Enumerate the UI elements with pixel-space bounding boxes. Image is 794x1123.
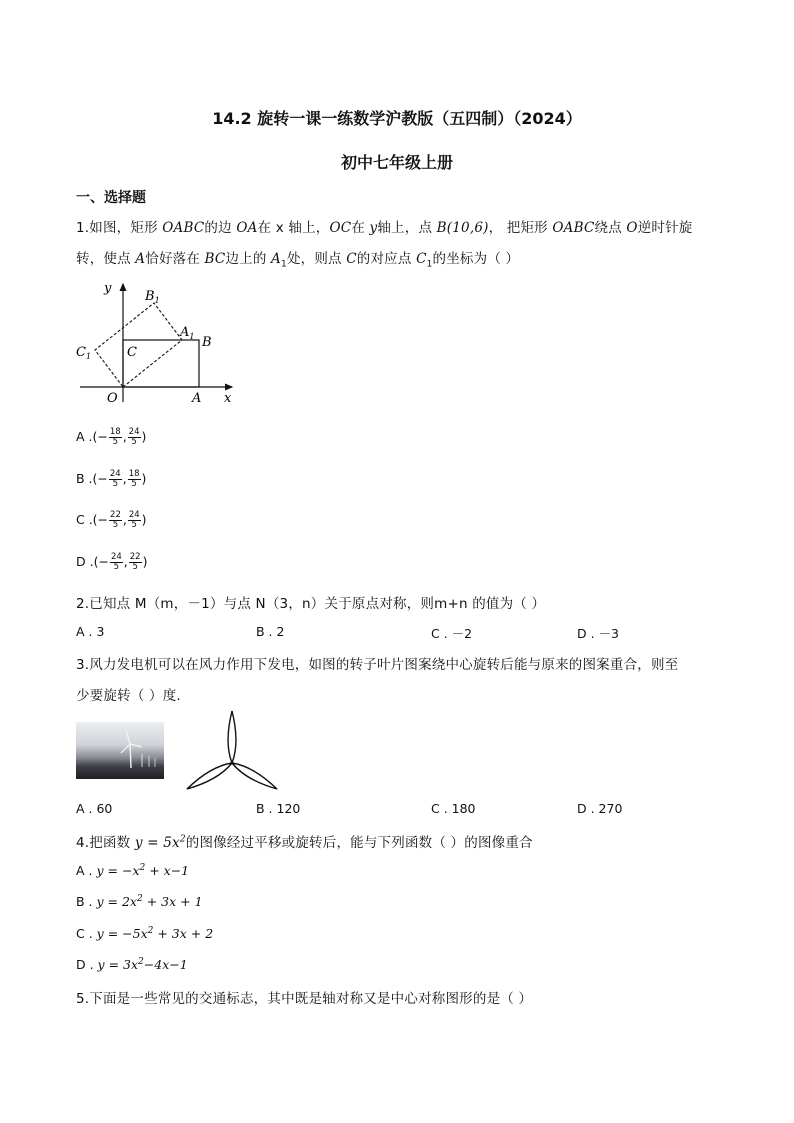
question-5-text: 5.下面是一些常见的交通标志，其中既是轴对称又是中心对称图形的是（ ） (76, 991, 533, 1007)
q2-option-b[interactable]: B . 2 (256, 624, 285, 639)
rotated-rectangle (95, 303, 182, 387)
q1-option-b[interactable]: B .(− $\frac{24}{5}$ , $\frac{18}{5}$ ) (76, 469, 147, 489)
q4-option-b[interactable]: B . $y = 2x^2 + 3x + 1$ (76, 894, 203, 910)
label-b1: $B_1$ (145, 289, 160, 305)
question-3-line-1: 3.风力发电机可以在风力作用下发电，如图的转子叶片图案绕中心旋转后能与原来的图案重合，则至 (76, 657, 679, 673)
q4-option-d[interactable]: D . $y = 3x^2-4x-1$ (76, 957, 188, 973)
label-a: A (192, 391, 202, 406)
rotation-figure (72, 278, 242, 408)
q3-option-c[interactable]: C . 180 (431, 801, 476, 816)
question-1-line-2: 转，使点 A恰好落在 BC边上的 $A_1$处，则点 C的对应点 $C_1$的坐标为（ ） (76, 251, 520, 270)
label-o: O (107, 391, 118, 406)
q3-option-b[interactable]: B . 120 (256, 801, 301, 816)
q1-option-c[interactable]: C .(− $\frac{22}{5}$ , $\frac{24}{5}$ ) (76, 510, 147, 530)
q4-option-a[interactable]: A . $y = -x^2 + x-1$ (76, 863, 190, 879)
q4-option-c[interactable]: C . $y = -5x^2 + 3x + 2$ (76, 926, 214, 942)
blade-2 (230, 760, 278, 793)
blade-3 (186, 760, 234, 793)
q1-option-a[interactable]: A .(− $\frac{18}{5}$ , $\frac{24}{5}$ ) (76, 427, 147, 447)
page-title: 14.2 旋转一课一练数学沪教版（五四制）（2024） (212, 109, 582, 128)
question-2-text: 2.已知点 M（m，－1）与点 N（3，n）关于原点对称，则m+n 的值为（ ） (76, 596, 546, 612)
q2-option-a[interactable]: A . 3 (76, 624, 105, 639)
label-a1: $A_1$ (180, 325, 195, 341)
wind-turbine-photo (76, 722, 164, 779)
wind-turbine-icon (76, 722, 164, 779)
label-c1: $C_1$ (76, 345, 92, 361)
question-3-line-2: 少要旋转（ ）度. (76, 688, 181, 704)
q2-option-d[interactable]: D . －3 (577, 626, 619, 641)
q3-option-a[interactable]: A . 60 (76, 801, 113, 816)
label-b: B (202, 335, 212, 350)
label-y: y (104, 281, 112, 296)
question-1-line-1: 1.如图，矩形 OABC的边 OA在 x 轴上，OC在 y轴上，点 B(10,6)， 把矩形 OABC绕点 O逆时针旋 (76, 220, 693, 236)
section-heading: 一、选择题 (76, 190, 146, 206)
q1-option-d[interactable]: D .(− $\frac{24}{5}$ , $\frac{22}{5}$ ) (76, 552, 148, 572)
q3-option-d[interactable]: D . 270 (577, 801, 623, 816)
label-c: C (127, 345, 137, 360)
q2-option-c[interactable]: C . －2 (431, 626, 473, 641)
question-4-text: 4.把函数 $y = 5x^2$的图像经过平移或旋转后，能与下列函数（ ）的图像重合 (76, 834, 533, 851)
blade-1 (228, 711, 236, 763)
label-x: x (224, 391, 232, 406)
rotor-blades-figure (186, 709, 278, 793)
page-subtitle: 初中七年级上册 (340, 153, 453, 172)
